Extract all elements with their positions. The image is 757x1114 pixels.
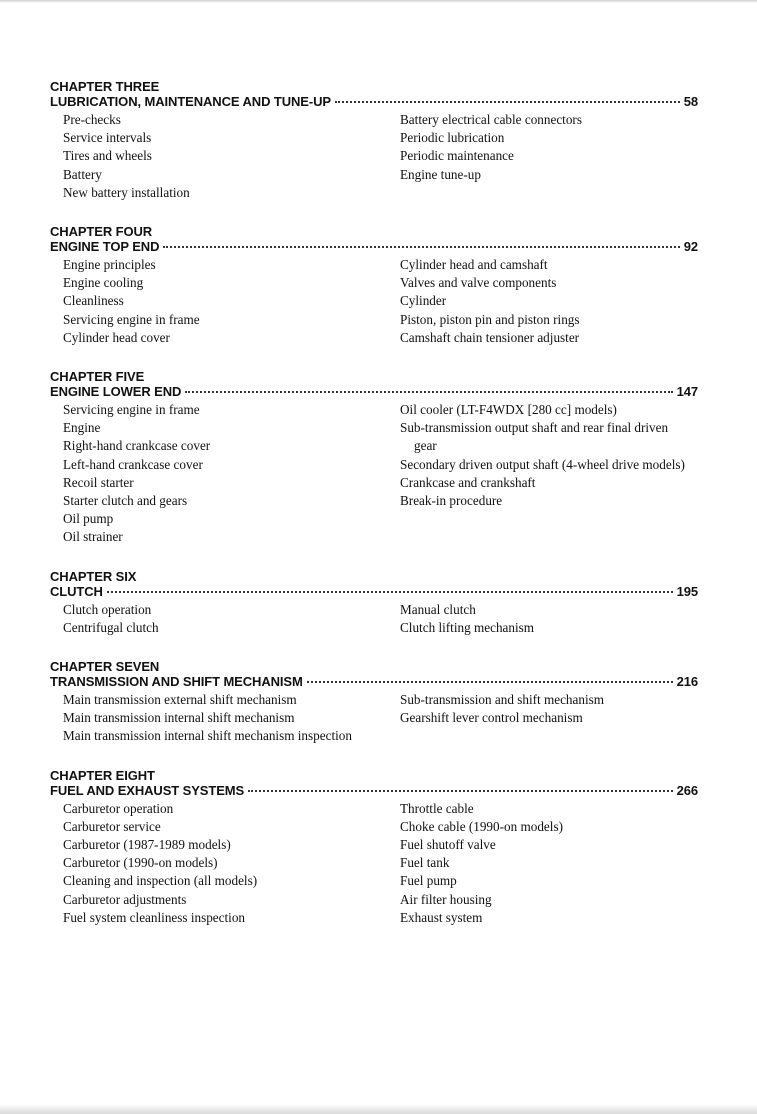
chapter-page-number: 58 [683, 94, 698, 109]
chapter-label: CHAPTER THREE [50, 79, 160, 94]
section-entry: Centrifugal clutch [63, 619, 159, 635]
chapter-title: ENGINE TOP END [50, 239, 160, 255]
dot-leader [248, 790, 673, 792]
section-entry: Exhaust system [400, 909, 483, 925]
section-entry: Carburetor (1990-on models) [63, 855, 218, 871]
section-column-left [50, 111, 400, 202]
section-column-left [50, 401, 400, 547]
section-entry: Sub-transmission output shaft and rear final driven gear [400, 420, 669, 454]
section-column-right [400, 601, 690, 637]
section-column-right [400, 256, 690, 347]
section-list [50, 800, 698, 927]
chapter-label: CHAPTER FOUR [50, 224, 153, 240]
section-entry: Camshaft chain tensioner adjuster [400, 329, 580, 345]
section-column-right [400, 691, 690, 746]
section-entry: Cylinder [400, 293, 447, 309]
dot-leader [107, 591, 673, 593]
chapter-section [50, 569, 698, 637]
chapter-section [50, 659, 698, 746]
chapter-title: CLUTCH [50, 583, 103, 599]
section-entry: Starter clutch and gears [63, 493, 188, 509]
dot-leader [307, 681, 673, 683]
section-entry: Oil pump [63, 511, 114, 527]
section-entry: Clutch lifting mechanism [400, 619, 535, 635]
scan-edge-top [0, 0, 757, 3]
section-entry: Right-hand crankcase cover [63, 438, 211, 454]
scan-edge-bottom [0, 1104, 757, 1114]
section-entry: Cylinder head and camshaft [400, 257, 548, 273]
section-entry: Cleanliness [63, 293, 124, 309]
chapter-label: CHAPTER FIVE [50, 369, 145, 385]
chapter-title-row [50, 94, 698, 110]
chapter-title-row [50, 783, 698, 799]
section-entry: Fuel pump [400, 873, 457, 889]
section-entry: Crankcase and crankshaft [400, 474, 536, 490]
section-entry: Engine [63, 420, 101, 436]
chapter-page-number: 195 [676, 583, 698, 599]
section-column-left [50, 601, 400, 637]
chapter-title: TRANSMISSION AND SHIFT MECHANISM [50, 674, 303, 690]
chapter-page-number: 92 [683, 239, 698, 255]
chapter-title-row [50, 584, 698, 600]
section-entry: Pre-checks [63, 112, 121, 127]
section-entry: Servicing engine in frame [63, 402, 200, 418]
dot-leader [335, 101, 680, 103]
section-entry: Cylinder head cover [63, 329, 170, 345]
chapter-page-number: 216 [676, 674, 698, 690]
section-entry: Break-in procedure [400, 493, 503, 509]
chapter-title-row [50, 239, 698, 255]
chapter-title-row [50, 384, 698, 400]
section-entry: Engine cooling [63, 275, 144, 291]
dot-leader [185, 391, 672, 393]
section-entry: Manual clutch [400, 601, 476, 617]
chapter-section [50, 224, 698, 347]
chapter-label: CHAPTER SIX [50, 568, 137, 584]
section-entry: Secondary driven output shaft (4-wheel drive models) [400, 456, 685, 472]
section-list [50, 601, 698, 637]
section-entry: Cleaning and inspection (all models) [63, 873, 258, 889]
chapter-title-row [50, 674, 698, 690]
section-entry: Valves and valve components [400, 275, 557, 291]
section-column-left [50, 256, 400, 347]
section-column-right [400, 800, 690, 927]
section-entry: Main transmission external shift mechanism [63, 692, 297, 708]
chapter-page-number: 147 [676, 384, 698, 400]
section-entry: Fuel tank [400, 855, 450, 871]
section-entry: Battery [63, 166, 102, 182]
chapter-label: CHAPTER SEVEN [50, 659, 160, 675]
section-list [50, 111, 698, 202]
section-entry: Service intervals [63, 130, 152, 146]
section-column-left [50, 691, 400, 746]
table-of-contents [50, 79, 698, 949]
section-entry: Servicing engine in frame [63, 311, 200, 327]
chapter-title: ENGINE LOWER END [50, 384, 182, 400]
section-entry: Oil strainer [63, 529, 123, 545]
chapter-label: CHAPTER EIGHT [50, 767, 155, 783]
section-entry: Clutch operation [63, 601, 152, 617]
section-entry: Recoil starter [63, 474, 134, 490]
section-entry: Oil cooler (LT-F4WDX [280 cc] models) [400, 402, 617, 418]
section-entry: Gearshift lever control mechanism [400, 710, 583, 726]
chapter-title: FUEL AND EXHAUST SYSTEMS [50, 782, 245, 798]
chapter-section [50, 369, 698, 547]
chapter-page-number: 266 [676, 782, 698, 798]
section-entry: Air filter housing [400, 891, 492, 907]
dot-leader [163, 246, 679, 248]
section-column-right [400, 111, 690, 202]
section-list [50, 691, 698, 746]
section-entry: Piston, piston pin and piston rings [400, 311, 580, 327]
section-column-right [400, 401, 690, 547]
section-entry: Left-hand crankcase cover [63, 456, 203, 472]
section-entry: Fuel system cleanliness inspection [63, 909, 246, 925]
section-entry: Main transmission internal shift mechanism [63, 710, 295, 726]
section-entry: Carburetor operation [63, 800, 174, 816]
section-entry: Periodic lubrication [400, 130, 505, 146]
chapter-section [50, 79, 698, 202]
section-entry: Choke cable (1990-on models) [400, 818, 563, 834]
section-entry: Engine tune-up [400, 166, 481, 182]
section-entry: Fuel shutoff valve [400, 837, 496, 853]
section-entry: Carburetor (1987-1989 models) [63, 837, 231, 853]
section-entry: Battery electrical cable connectors [400, 112, 582, 127]
section-entry: Sub-transmission and shift mechanism [400, 692, 605, 708]
section-entry: Carburetor service [63, 818, 161, 834]
section-list [50, 401, 698, 547]
section-entry: Tires and wheels [63, 148, 152, 164]
section-entry: Throttle cable [400, 800, 474, 816]
chapter-section [50, 768, 698, 927]
section-entry: Carburetor adjustments [63, 891, 187, 907]
section-entry: Engine principles [63, 257, 156, 273]
section-entry: Main transmission internal shift mechanism inspection [63, 728, 352, 744]
chapter-title: LUBRICATION, MAINTENANCE AND TUNE-UP [50, 94, 331, 109]
section-list [50, 256, 698, 347]
section-entry: New battery installation [63, 184, 190, 200]
section-entry: Periodic maintenance [400, 148, 514, 164]
section-column-left [50, 800, 400, 927]
